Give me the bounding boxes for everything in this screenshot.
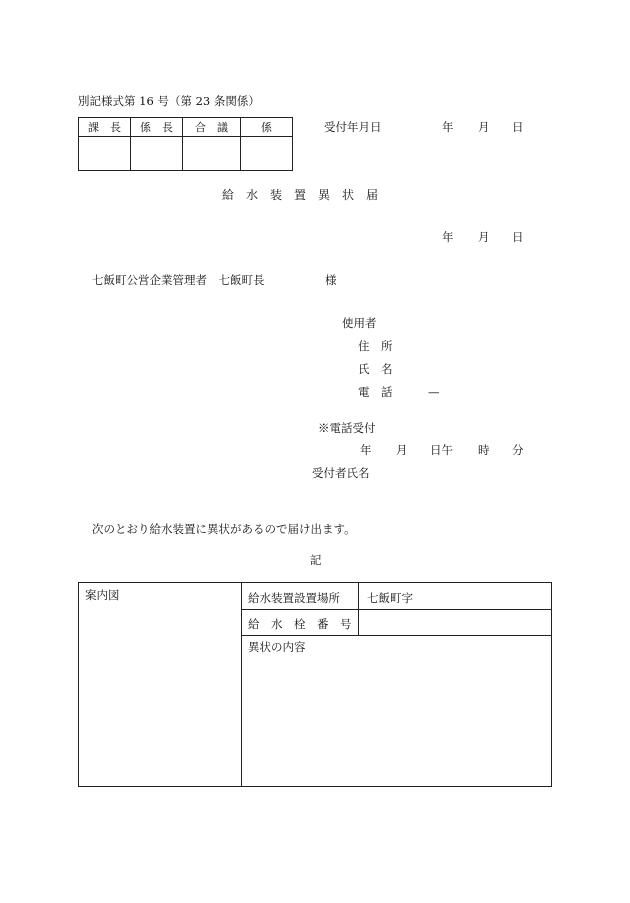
submission-year: 年 <box>442 230 454 244</box>
submission-month: 月 <box>478 230 490 244</box>
location-row <box>242 583 551 610</box>
location-value: 七飯町字 <box>367 591 413 605</box>
approval-header-subsection-chief: 係 長 <box>131 118 183 137</box>
approval-stamp-cell[interactable] <box>131 137 183 171</box>
approval-header-section-chief: 課 長 <box>79 118 131 137</box>
phone-reception-year: 年 <box>360 443 372 457</box>
anomaly-content-label: 異状の内容 <box>248 640 306 654</box>
reception-year: 年 <box>442 120 454 134</box>
tap-number-row <box>242 609 551 636</box>
approval-stamp-cell[interactable] <box>183 137 241 171</box>
details-table <box>78 582 552 787</box>
user-address-label: 住 所 <box>358 339 393 353</box>
addressee: 七飯町公営企業管理者 七飯町長 <box>92 273 265 287</box>
reception-day: 日 <box>512 120 524 134</box>
user-phone-dash: — <box>428 385 440 399</box>
guide-map-area[interactable] <box>79 583 242 786</box>
phone-reception-month: 月 <box>396 443 408 457</box>
statement: 次のとおり給水装置に異状があるので届け出ます。 <box>92 522 356 536</box>
phone-reception-day-am: 日午 <box>430 443 453 457</box>
submission-day: 日 <box>512 230 524 244</box>
approval-stamp-table <box>78 117 293 171</box>
user-name-label: 氏 名 <box>358 362 393 376</box>
reception-month: 月 <box>478 120 490 134</box>
location-label: 給水装置設置場所 <box>248 591 340 605</box>
phone-reception-hour: 時 <box>478 443 490 457</box>
anomaly-content-area[interactable] <box>242 636 551 786</box>
user-heading: 使用者 <box>342 316 377 330</box>
form-number: 別記様式第 16 号（第 23 条関係） <box>78 94 260 108</box>
location-field[interactable] <box>358 583 552 609</box>
approval-header-consultation: 合 議 <box>183 118 241 137</box>
phone-reception-heading: ※電話受付 <box>318 421 376 435</box>
addressee-honorific: 様 <box>325 273 337 287</box>
user-phone-label: 電 話 <box>358 385 393 399</box>
guide-map-label: 案内図 <box>85 588 120 602</box>
tap-number-label: 給 水 栓 番 号 <box>248 617 352 631</box>
tap-number-field[interactable] <box>358 609 552 635</box>
reception-date-label: 受付年月日 <box>324 120 382 134</box>
approval-stamp-cell[interactable] <box>241 137 293 171</box>
phone-reception-minute: 分 <box>512 443 524 457</box>
approval-header-staff: 係 <box>241 118 293 137</box>
receiver-name-label: 受付者氏名 <box>312 466 370 480</box>
approval-stamp-cell[interactable] <box>79 137 131 171</box>
ki-heading: 記 <box>310 553 322 567</box>
document-title: 給 水 装 置 異 状 届 <box>222 188 379 202</box>
